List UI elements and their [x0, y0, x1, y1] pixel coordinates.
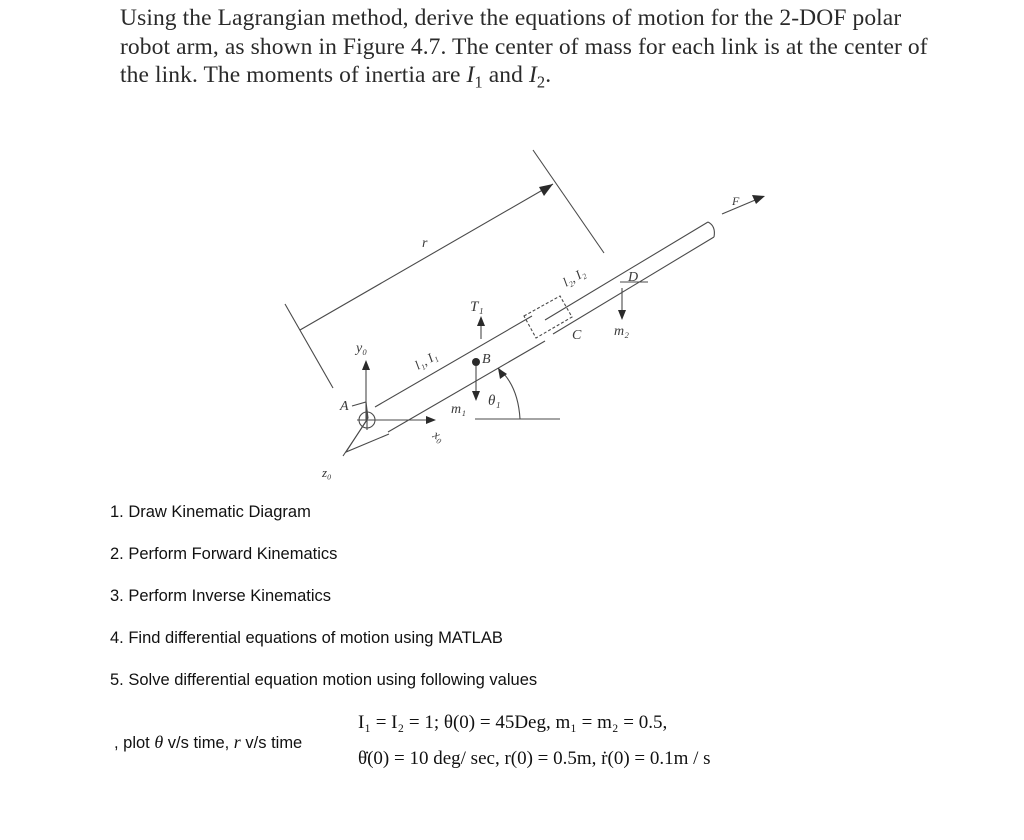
problem-line-3: the link. The moments of inertia are $I_1$ and $I_2$.	[120, 62, 552, 92]
label-t1: T₁	[470, 299, 484, 315]
link1-upper-edge	[375, 316, 532, 407]
m1-arrowhead	[472, 391, 480, 401]
m2-arrowhead	[618, 310, 626, 320]
label-z0: z₀	[322, 465, 332, 480]
dimension-extension-left	[285, 304, 333, 388]
label-m2: m₂	[614, 324, 629, 339]
force-f-arrowhead	[752, 195, 765, 204]
task-item: 1. Draw Kinematic Diagram	[110, 503, 311, 521]
dimension-extension-right	[533, 150, 604, 253]
label-m1: m₁	[451, 402, 466, 417]
label-a: A	[340, 399, 349, 414]
label-x0: x₀	[430, 426, 447, 445]
task-item: 3. Perform Inverse Kinematics	[110, 587, 331, 605]
label-r: r	[422, 236, 428, 251]
label-l1-i1: l₁, I₁	[412, 347, 440, 373]
label-b: B	[482, 352, 491, 367]
y0-arrowhead	[362, 360, 370, 370]
problem-line-1: Using the Lagrangian method, derive the equations of motion for the 2-DOF polar	[120, 5, 902, 31]
equation-initial-values-2: θ̇(0) = 10 deg/ sec, r(0) = 0.5m, ṙ(0) = 0.1m / s	[358, 748, 711, 769]
z0-axis	[343, 420, 367, 456]
label-c: C	[572, 328, 582, 343]
t1-arrowhead	[477, 316, 485, 326]
dimension-arrowhead	[539, 184, 553, 196]
label-d: D	[628, 270, 639, 285]
label-y0: y₀	[356, 341, 368, 356]
plot-instruction: , plot θ v/s time, r v/s time	[114, 732, 303, 752]
label-l2-i2: l₂, I₂	[560, 264, 588, 290]
task-item: 5. Solve differential equation motion using following values	[110, 671, 538, 689]
link2-lower-edge	[553, 237, 714, 334]
problem-line-2: robot arm, as shown in Figure 4.7. The center of mass for each link is at the center of	[120, 33, 928, 60]
link1-lower-edge	[388, 341, 545, 432]
x0-arrowhead	[426, 416, 436, 424]
force-f-line	[722, 198, 760, 214]
equation-initial-values-1: I₁ = I₂ = 1; θ(0) = 45Deg, m₁ = m₂ = 0.5,	[358, 712, 668, 733]
point-b-dot	[472, 358, 480, 366]
label-f: F	[732, 194, 740, 208]
theta1-arrowhead	[498, 368, 507, 379]
task-item: 4. Find differential equations of motion using MATLAB	[110, 629, 503, 647]
label-theta1: θ₁	[488, 393, 501, 409]
task-item: 2. Perform Forward Kinematics	[110, 545, 338, 563]
dimension-line-r	[300, 184, 553, 330]
link2-end-cap	[708, 222, 714, 237]
